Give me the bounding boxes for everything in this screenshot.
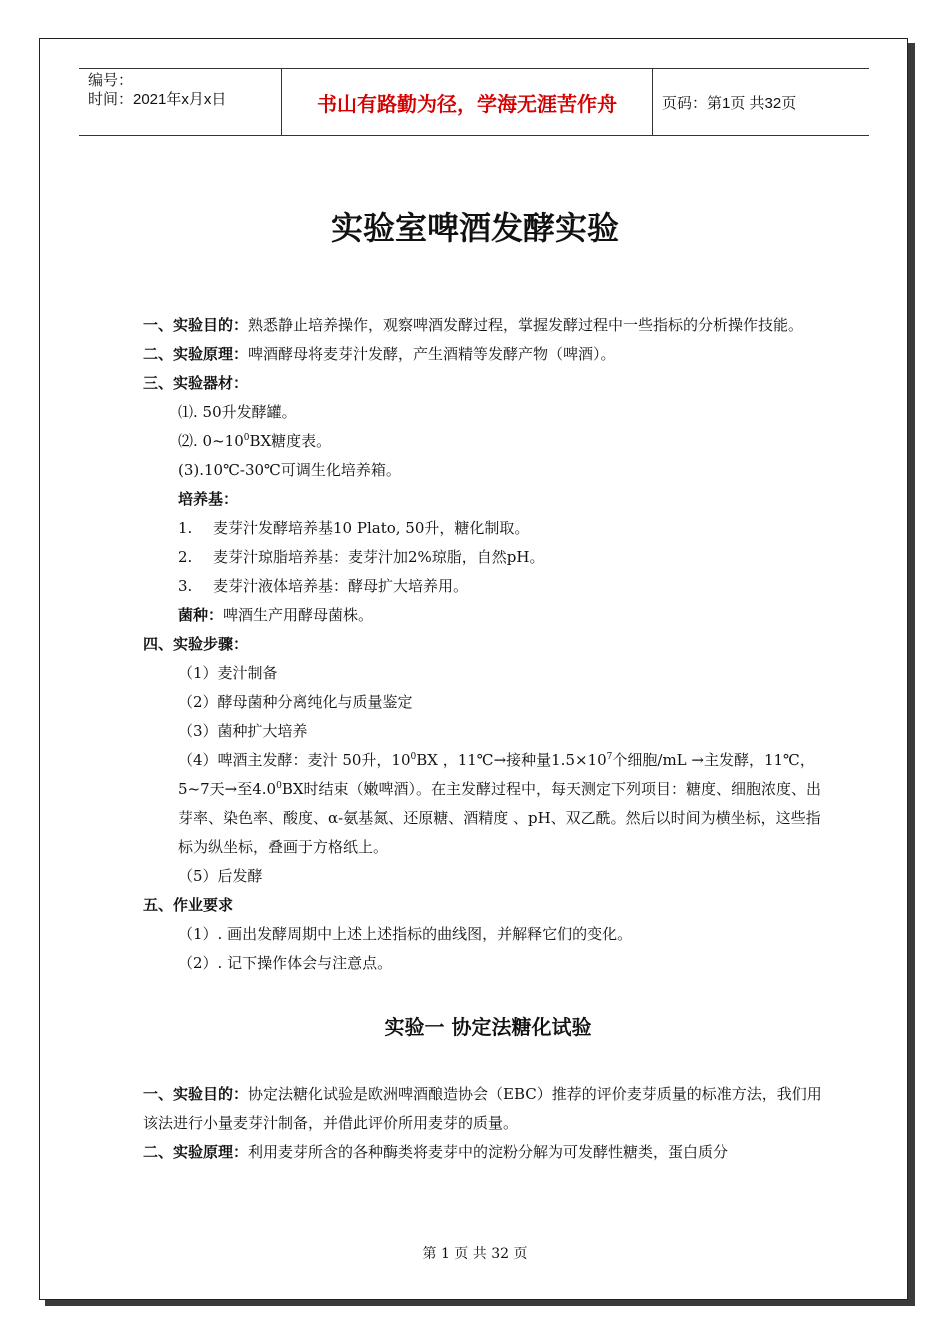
step-item: （2）酵母菌种分离纯化与质量鉴定 <box>178 693 413 711</box>
document-body <box>143 311 833 1167</box>
principle-paragraph <box>143 340 833 369</box>
exp1-purpose-heading: 一、实验目的： <box>143 1085 249 1103</box>
section-title: 实验一 协定法糖化试验 <box>384 1015 592 1039</box>
step-item: （1）麦汁制备 <box>178 664 278 682</box>
strain-heading: 菌种： <box>178 606 224 624</box>
medium-number: 2. <box>178 548 193 566</box>
homework-heading: 五、作业要求 <box>143 896 234 914</box>
superscript: 7 <box>606 752 613 762</box>
step-item: （5）后发酵 <box>178 867 263 885</box>
medium-number: 3. <box>178 577 193 595</box>
homework-item: （2）. 记下操作体会与注意点。 <box>178 954 393 972</box>
equipment-item-tail: BX糖度表。 <box>249 432 332 450</box>
principle-heading: 二、实验原理： <box>143 345 249 363</box>
superscript: 0 <box>243 433 250 443</box>
step4-text-c: 个细胞/mL →主发酵，11℃，5~7天→至4.0 <box>178 751 815 798</box>
exp1-principle-text: 利用麦芽所含的各种酶类将麦芽中的淀粉分解为可发酵性糖类，蛋白质分 <box>248 1143 729 1161</box>
page-indicator: 页码：第1页 共32页 <box>662 94 797 112</box>
purpose-text: 熟悉静止培养操作，观察啤酒发酵过程，掌握发酵过程中一些指标的分析操作技能。 <box>248 316 804 334</box>
exp1-principle-heading: 二、实验原理： <box>143 1143 249 1161</box>
medium-item <box>143 543 833 572</box>
superscript: 0 <box>410 752 417 762</box>
superscript: 0 <box>276 781 282 791</box>
medium-heading: 培养基： <box>178 490 239 508</box>
steps-heading: 四、实验步骤： <box>143 635 249 653</box>
strain-paragraph <box>143 601 833 630</box>
number-label: 编号： <box>88 72 134 89</box>
equipment-item: ⑴. 50升发酵罐。 <box>178 403 297 421</box>
medium-text: 麦芽汁琼脂培养基：麦芽汁加2%琼脂，自然pH。 <box>213 548 545 566</box>
medium-item <box>143 572 833 601</box>
step-item: （3）菌种扩大培养 <box>178 722 308 740</box>
medium-item <box>143 514 833 543</box>
medium-text: 麦芽汁液体培养基：酵母扩大培养用。 <box>213 577 469 595</box>
purpose-heading: 一、实验目的： <box>143 316 249 334</box>
purpose-paragraph <box>143 311 833 340</box>
time-label: 时间：2021年x月x日 <box>88 91 227 108</box>
exp1-purpose-paragraph <box>143 1080 833 1138</box>
medium-number: 1. <box>178 519 193 537</box>
header-meta <box>79 69 282 135</box>
equipment-heading: 三、实验器材： <box>143 374 249 392</box>
homework-item: （1）. 画出发酵周期中上述上述指标的曲线图，并解释它们的变化。 <box>178 925 633 943</box>
page-footer: 第 1 页 共 32 页 <box>422 1246 528 1262</box>
principle-text: 啤酒酵母将麦芽汁发酵，产生酒精等发酵产物（啤酒）。 <box>248 345 616 363</box>
step4-text-a: （4）啤酒主发酵：麦汁 50升，10 <box>178 751 411 769</box>
exp1-purpose-text: 协定法糖化试验是欧洲啤酒酿造协会（EBC）推荐的评价麦芽质量的标准方法，我们用该法进行小量麦芽汁制备，并借此评价所用麦芽的质量。 <box>143 1085 822 1132</box>
strain-text: 啤酒生产用酵母菌株。 <box>223 606 374 624</box>
step-item-main-fermentation <box>143 746 833 862</box>
page-title: 实验室啤酒发酵实验 <box>330 209 619 247</box>
header-table <box>79 68 869 136</box>
equipment-item-text: ⑵. 0~10 <box>178 432 244 450</box>
step4-text-d: BX时结束（嫩啤酒）。在主发酵过程中，每天测定下列项目：糖度、细胞浓度、出芽率、染色率、酸度、α-氨基氮、还原糖、酒精度 、pH、双乙酰。然后以时间为横坐标，这些指标为纵坐标，叠画于方格纸上。 <box>178 780 822 856</box>
motto: 书山有路勤为径，学海无涯苦作舟 <box>282 69 653 135</box>
step4-text-b: BX ，11℃→接种量1.5×10 <box>416 751 607 769</box>
equipment-item <box>143 427 833 456</box>
exp1-principle-paragraph <box>143 1138 833 1167</box>
equipment-item: (3).10℃-30℃可调生化培养箱。 <box>178 461 401 479</box>
medium-text: 麦芽汁发酵培养基10 Plato, 50升，糖化制取。 <box>213 519 530 537</box>
